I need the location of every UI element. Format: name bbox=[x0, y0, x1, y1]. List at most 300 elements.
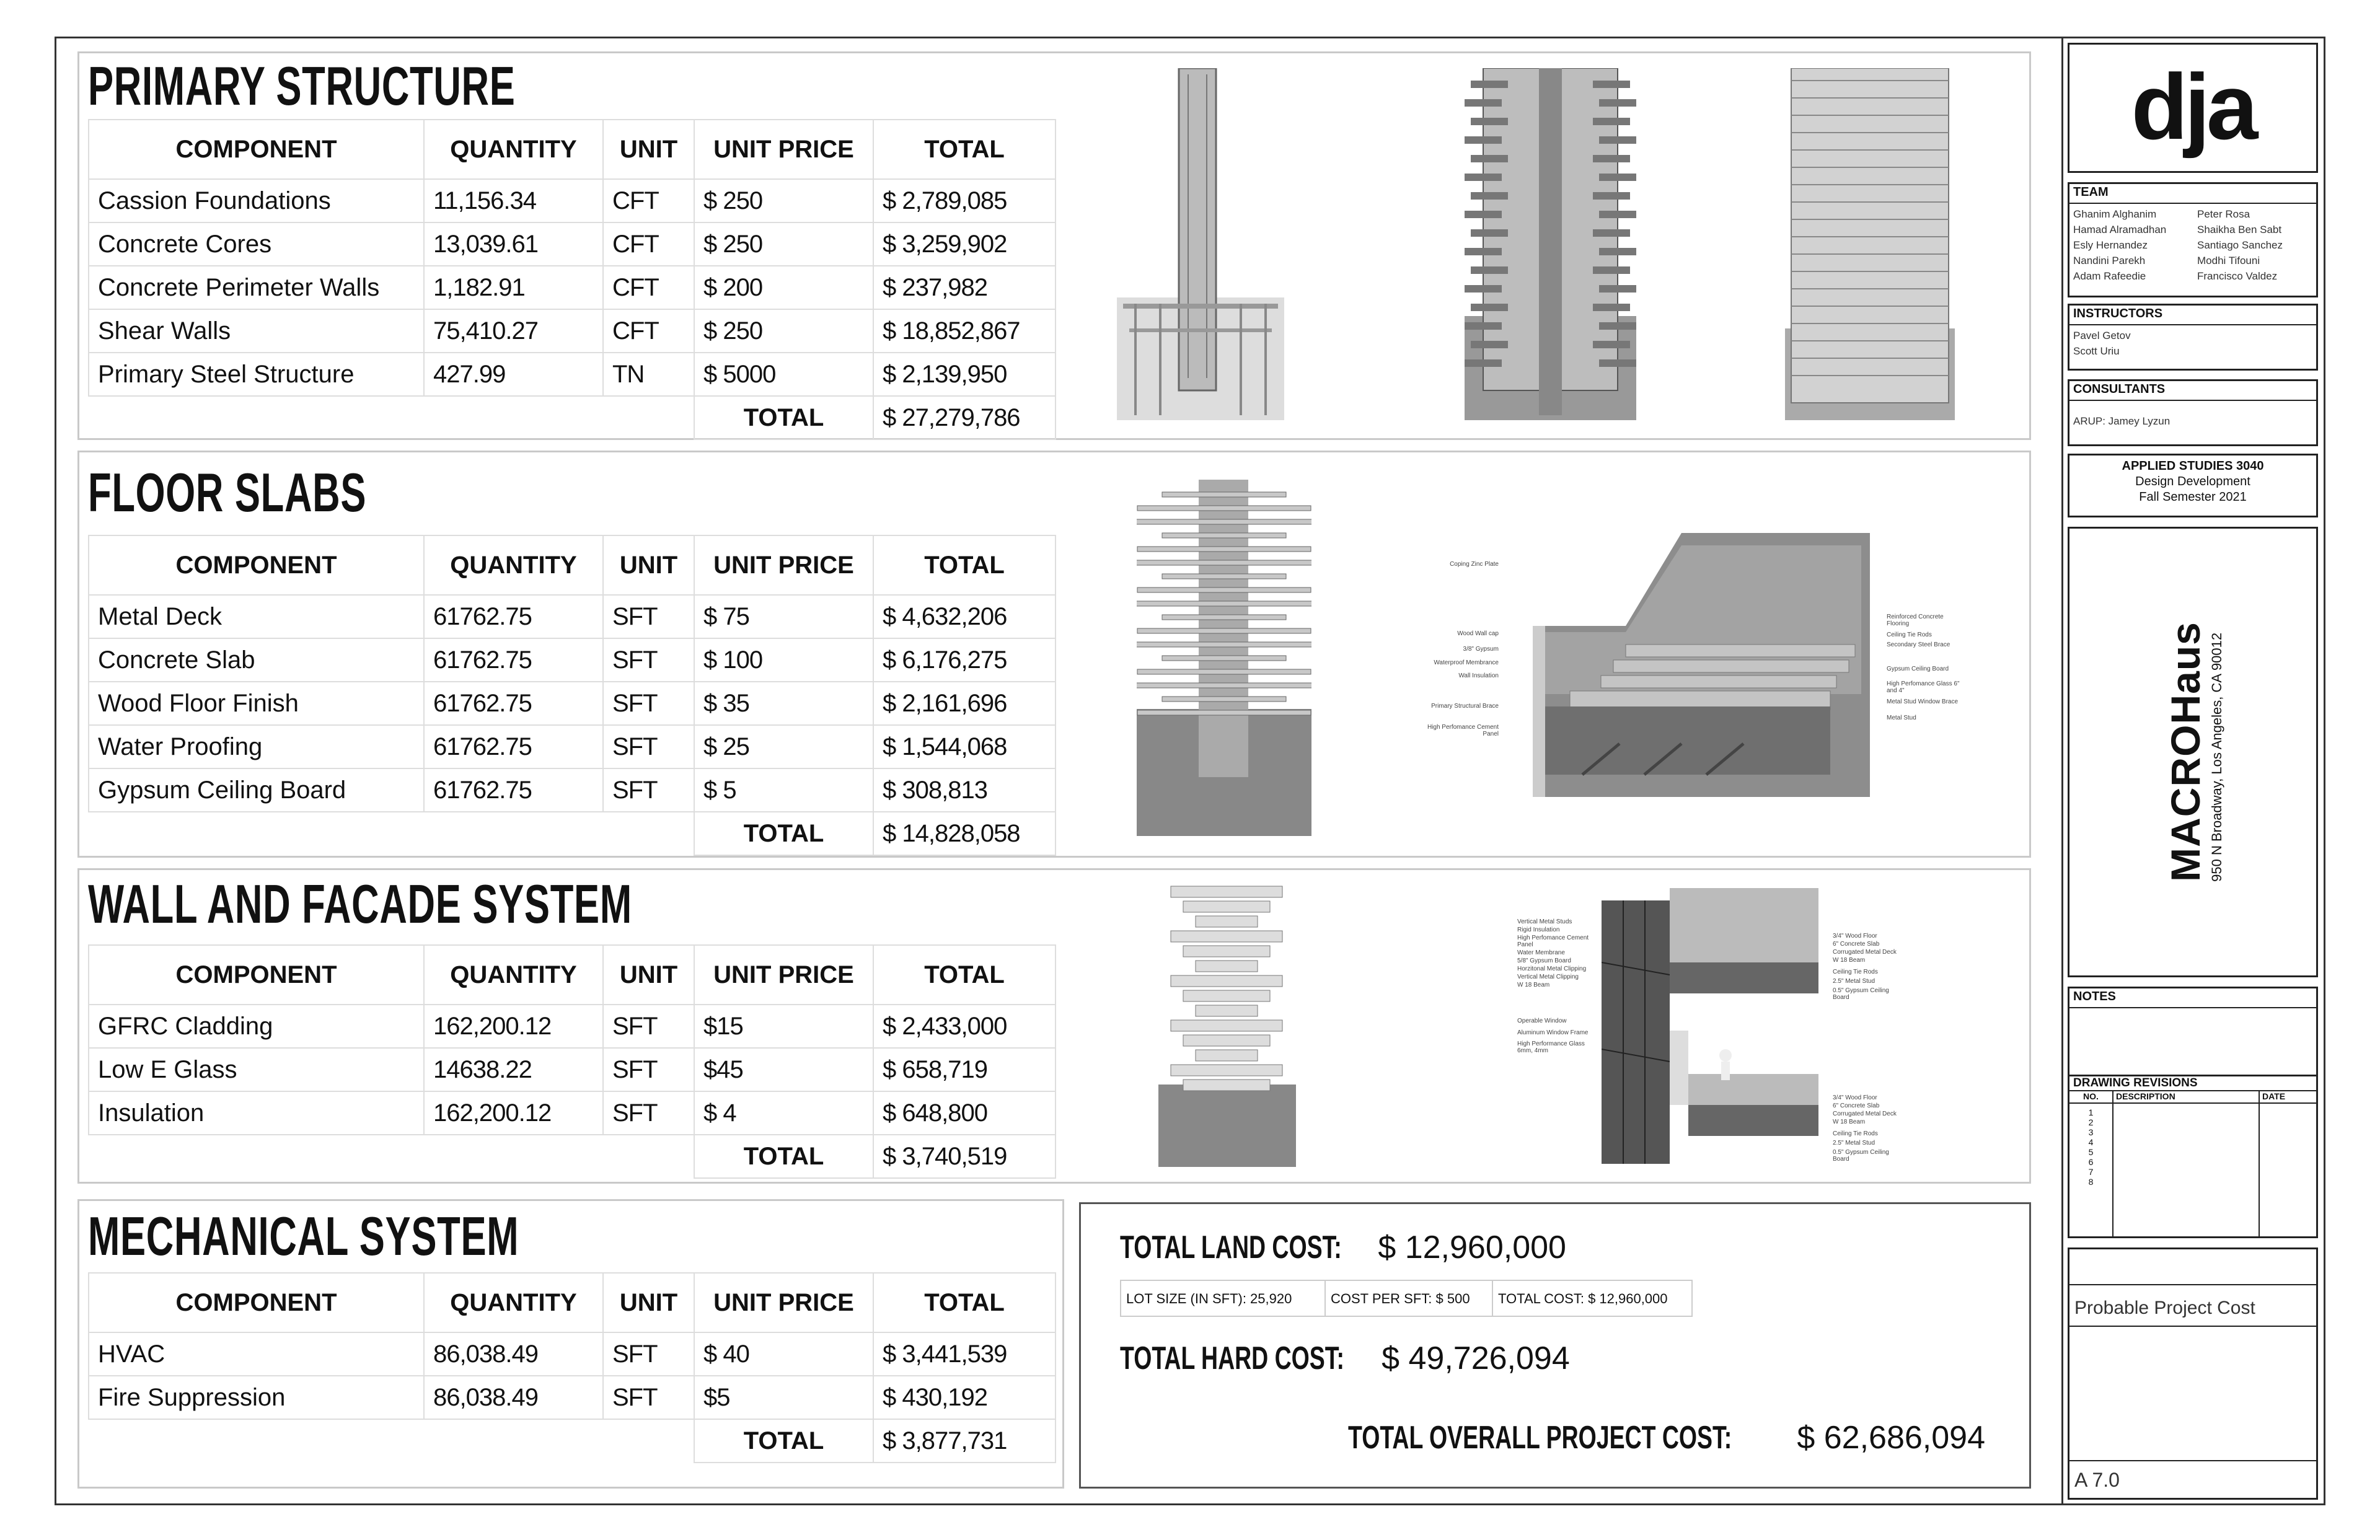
diagram-callout-label: High Perfomance Cement Panel bbox=[1427, 724, 1499, 737]
sheet-title: Probable Project Cost bbox=[2069, 1284, 2316, 1327]
team-heading: TEAM bbox=[2069, 184, 2316, 204]
land-total-cost: TOTAL COST: $ 12,960,000 bbox=[1498, 1291, 1668, 1306]
floor-plate bbox=[1599, 248, 1636, 255]
diagram-callout-label: Horzitonal Metal Clipping bbox=[1517, 966, 1587, 972]
total-label: TOTAL bbox=[694, 1419, 873, 1463]
instructors-heading: INSTRUCTORS bbox=[2069, 306, 2316, 325]
project-address: 950 N Broadway, Los Angeles, CA 90012 bbox=[2209, 632, 2224, 882]
unit-cell: SFT bbox=[603, 1048, 694, 1091]
unit-price-cell: $45 bbox=[694, 1048, 873, 1091]
name-item: Peter Rosa bbox=[2197, 208, 2250, 220]
total-cell: $ 648,800 bbox=[873, 1091, 1056, 1135]
component-cell: Gypsum Ceiling Board bbox=[89, 768, 424, 812]
total-cell: $ 6,176,275 bbox=[873, 638, 1056, 682]
floor-plate bbox=[1137, 560, 1311, 565]
diagram-callout-label: W 18 Beam bbox=[1833, 1119, 1866, 1125]
name-item: 4 bbox=[2088, 1137, 2094, 1147]
steel-tower-drawing bbox=[1465, 68, 1636, 420]
grand-total-value: $ 3,740,519 bbox=[873, 1135, 1056, 1178]
diagram-callout-label: Vertical Metal Studs bbox=[1517, 918, 1572, 925]
total-row bbox=[89, 1419, 1056, 1463]
floor-plate bbox=[1471, 118, 1508, 125]
core-structure-drawing bbox=[1117, 68, 1284, 420]
unit-price-cell: $ 200 bbox=[694, 266, 873, 309]
diagram-callout-label: Metal Stud bbox=[1887, 715, 1916, 721]
table-header-row bbox=[89, 1273, 1056, 1332]
floor-plate bbox=[1465, 211, 1502, 218]
floor-plate bbox=[1465, 136, 1502, 144]
floor-plate bbox=[1137, 587, 1311, 592]
quantity-cell: 61762.75 bbox=[424, 595, 603, 638]
floor-plate bbox=[1593, 155, 1630, 162]
section-title: PRIMARY STRUCTURE bbox=[88, 55, 516, 117]
unit-price-cell: $15 bbox=[694, 1005, 873, 1048]
floor-plate bbox=[1465, 99, 1502, 107]
floor-plate bbox=[1171, 931, 1282, 942]
section-title: WALL AND FACADE SYSTEM bbox=[88, 873, 632, 935]
unit-cell: CFT bbox=[603, 266, 694, 309]
team-box bbox=[2068, 182, 2318, 297]
column-header: COMPONENT bbox=[89, 535, 424, 595]
floor-plate bbox=[1196, 961, 1258, 972]
column-header: QUANTITY bbox=[424, 535, 603, 595]
table-row bbox=[89, 1005, 1056, 1048]
diagram-callout-label: High Performance Glass 6mm, 4mm bbox=[1517, 1041, 1585, 1054]
total-label: TOTAL bbox=[694, 812, 873, 855]
name-item: Adam Rafeedie bbox=[2073, 270, 2146, 282]
tower-frame-drawing bbox=[1785, 68, 1955, 420]
facade-section-drawing bbox=[1602, 888, 1822, 1164]
diagram-callout-label: Metal Stud Window Brace bbox=[1887, 698, 1959, 705]
table-row bbox=[89, 595, 1056, 638]
table-row bbox=[89, 266, 1056, 309]
course-phase: Design Development bbox=[2135, 475, 2250, 488]
overall-cost bbox=[1348, 1419, 1985, 1456]
floor-plate bbox=[1196, 1050, 1258, 1061]
grand-total-value: $ 14,828,058 bbox=[873, 812, 1056, 855]
name-item: Ghanim Alghanim bbox=[2073, 208, 2157, 220]
name-item: Esly Hernandez bbox=[2073, 239, 2148, 251]
floor-plate bbox=[1137, 628, 1311, 633]
floor-plate bbox=[1593, 81, 1630, 88]
notes-box bbox=[2068, 987, 2318, 1076]
course-name: APPLIED STUDIES 3040 bbox=[2122, 459, 2264, 473]
quantity-cell: 13,039.61 bbox=[424, 222, 603, 266]
table-row bbox=[89, 1091, 1056, 1135]
project-name: MACROHaus bbox=[2162, 622, 2208, 882]
total-cell: $ 2,433,000 bbox=[873, 1005, 1056, 1048]
unit-cell: SFT bbox=[603, 1332, 694, 1376]
floor-plate bbox=[1471, 266, 1508, 274]
floor-plate bbox=[1137, 642, 1311, 647]
cost-table bbox=[88, 119, 1056, 440]
total-cell: $ 2,789,085 bbox=[873, 179, 1056, 222]
table-row bbox=[89, 1332, 1056, 1376]
dja-logo: dja bbox=[2131, 55, 2255, 159]
component-cell: Cassion Foundations bbox=[89, 179, 424, 222]
floor-plate bbox=[1162, 615, 1286, 620]
total-cell: $ 4,632,206 bbox=[873, 595, 1056, 638]
floor-plate bbox=[1183, 990, 1270, 1001]
total-cell: $ 308,813 bbox=[873, 768, 1056, 812]
revision-numbers bbox=[2069, 1104, 2112, 1187]
floor-plate bbox=[1593, 341, 1630, 348]
quantity-cell: 61762.75 bbox=[424, 682, 603, 725]
floor-plate bbox=[1599, 285, 1636, 293]
floor-plate bbox=[1593, 118, 1630, 125]
floor-plate bbox=[1196, 916, 1258, 927]
instructors-box bbox=[2068, 304, 2318, 371]
component-cell: Wood Floor Finish bbox=[89, 682, 424, 725]
column-header: QUANTITY bbox=[424, 945, 603, 1005]
column-header: TOTAL bbox=[873, 120, 1056, 179]
diagram-callout-label: 0.5" Gypsum Ceiling Board bbox=[1833, 1149, 1889, 1163]
sheet-number: A 7.0 bbox=[2069, 1460, 2316, 1499]
component-cell: Metal Deck bbox=[89, 595, 424, 638]
table-row bbox=[89, 179, 1056, 222]
diagram-callout-label: Primary Structural Brace bbox=[1431, 703, 1499, 710]
diagram-callout-label: Waterproof Membrance bbox=[1434, 659, 1499, 666]
quantity-cell: 14638.22 bbox=[424, 1048, 603, 1091]
floor-plate bbox=[1162, 492, 1286, 497]
floor-plate bbox=[1183, 1035, 1270, 1046]
consultants-list: ARUP: Jamey Lyzun bbox=[2073, 415, 2171, 427]
component-cell: Fire Suppression bbox=[89, 1376, 424, 1419]
table-row bbox=[89, 309, 1056, 353]
section-title: FLOOR SLABS bbox=[88, 462, 367, 523]
floor-plate bbox=[1465, 322, 1502, 330]
section-title: MECHANICAL SYSTEM bbox=[88, 1205, 519, 1267]
course-semester: Fall Semester 2021 bbox=[2139, 490, 2247, 504]
unit-cell: SFT bbox=[603, 725, 694, 768]
name-item: Pavel Getov bbox=[2073, 330, 2131, 341]
quantity-cell: 86,038.49 bbox=[424, 1376, 603, 1419]
floor-slab-tower-drawing bbox=[1137, 480, 1311, 836]
column-header: QUANTITY bbox=[424, 1273, 603, 1332]
table-row bbox=[89, 682, 1056, 725]
logo-box bbox=[2068, 43, 2318, 173]
total-cell: $ 2,161,696 bbox=[873, 682, 1056, 725]
overall-cost-value: $ 62,686,094 bbox=[1797, 1420, 1985, 1456]
quantity-cell: 61762.75 bbox=[424, 638, 603, 682]
name-item: 1 bbox=[2088, 1107, 2094, 1117]
diagram-callout-label: Rigid Insulation bbox=[1517, 926, 1560, 933]
name-item: Scott Uriu bbox=[2073, 345, 2120, 357]
instructors-list bbox=[2069, 325, 2316, 361]
quantity-cell: 162,200.12 bbox=[424, 1005, 603, 1048]
floor-plate bbox=[1465, 285, 1502, 293]
total-cell: $ 3,441,539 bbox=[873, 1332, 1056, 1376]
table-row bbox=[89, 1376, 1056, 1419]
consultants-box bbox=[2068, 379, 2318, 446]
unit-cell: CFT bbox=[603, 222, 694, 266]
unit-price-cell: $ 250 bbox=[694, 179, 873, 222]
total-row bbox=[89, 396, 1056, 439]
diagram-callout-label: High Perfomance Cement Panel bbox=[1517, 935, 1589, 948]
diagram-callout-label: 3/4" Wood Floor bbox=[1833, 933, 1877, 939]
diagram-callout-label: Ceiling Tie Rods bbox=[1887, 631, 1932, 638]
name-item: 8 bbox=[2088, 1177, 2094, 1187]
unit-price-cell: $5 bbox=[694, 1376, 873, 1419]
sheet-info-box bbox=[2068, 1247, 2318, 1500]
diagram-callout-label: Operable Window bbox=[1517, 1018, 1567, 1024]
column-header: TOTAL bbox=[873, 1273, 1056, 1332]
column-header: COMPONENT bbox=[89, 945, 424, 1005]
column-header: UNIT bbox=[603, 535, 694, 595]
rev-date-header: DATE bbox=[2260, 1091, 2316, 1104]
total-cell: $ 18,852,867 bbox=[873, 309, 1056, 353]
column-header: UNIT bbox=[603, 120, 694, 179]
unit-cell: SFT bbox=[603, 1376, 694, 1419]
diagram-callout-label: 6" Concrete Slab bbox=[1833, 941, 1880, 948]
table-row bbox=[89, 768, 1056, 812]
floor-plate bbox=[1137, 519, 1311, 524]
table-row bbox=[89, 1048, 1056, 1091]
unit-cell: CFT bbox=[603, 179, 694, 222]
total-cell: $ 3,259,902 bbox=[873, 222, 1056, 266]
unit-price-cell: $ 40 bbox=[694, 1332, 873, 1376]
diagram-callout-label: Vertical Metal Clipping bbox=[1517, 974, 1579, 980]
diagram-callout-label: Wood Wall cap bbox=[1457, 630, 1499, 637]
cost-table bbox=[88, 944, 1056, 1179]
unit-price-cell: $ 75 bbox=[694, 595, 873, 638]
team-column-1 bbox=[2069, 204, 2193, 286]
diagram-callout-label: High Perfomance Glass 6" and 4" bbox=[1887, 680, 1960, 694]
grand-total-value: $ 27,279,786 bbox=[873, 396, 1056, 439]
floor-plate bbox=[1471, 341, 1508, 348]
floor-section-drawing bbox=[1533, 521, 1870, 797]
total-cell: $ 430,192 bbox=[873, 1376, 1056, 1419]
total-cell: $ 658,719 bbox=[873, 1048, 1056, 1091]
component-cell: GFRC Cladding bbox=[89, 1005, 424, 1048]
floor-plate bbox=[1599, 174, 1636, 181]
blank-cell bbox=[89, 1135, 694, 1178]
floor-plate bbox=[1593, 266, 1630, 274]
unit-cell: SFT bbox=[603, 682, 694, 725]
cost-table bbox=[88, 535, 1056, 856]
component-cell: Low E Glass bbox=[89, 1048, 424, 1091]
unit-price-cell: $ 250 bbox=[694, 309, 873, 353]
column-header: COMPONENT bbox=[89, 120, 424, 179]
total-label: TOTAL bbox=[694, 1135, 873, 1178]
column-header: TOTAL bbox=[873, 535, 1056, 595]
diagram-callout-label: 2.5" Metal Stud bbox=[1833, 1140, 1875, 1146]
column-header: UNIT PRICE bbox=[694, 120, 873, 179]
revisions-box bbox=[2068, 1075, 2318, 1238]
floor-plate bbox=[1171, 886, 1282, 897]
unit-cell: SFT bbox=[603, 595, 694, 638]
floor-plate bbox=[1162, 697, 1286, 702]
floor-plate bbox=[1599, 136, 1636, 144]
column-header: COMPONENT bbox=[89, 1273, 424, 1332]
name-item: 3 bbox=[2088, 1127, 2094, 1137]
diagram-callout-label: 2.5" Metal Stud bbox=[1833, 978, 1875, 985]
diagram-callout-label: Reinforced Concrete Flooring bbox=[1887, 614, 1944, 627]
floor-plate bbox=[1593, 192, 1630, 200]
table-row bbox=[89, 353, 1056, 396]
diagram-callout-label: 0.5" Gypsum Ceiling Board bbox=[1833, 987, 1889, 1001]
unit-price-cell: $ 100 bbox=[694, 638, 873, 682]
total-label: TOTAL bbox=[694, 396, 873, 439]
course-box bbox=[2068, 454, 2318, 517]
quantity-cell: 61762.75 bbox=[424, 768, 603, 812]
diagram-callout-label: Aluminum Window Frame bbox=[1517, 1029, 1589, 1036]
land-breakdown bbox=[1120, 1280, 1693, 1317]
total-row bbox=[89, 812, 1056, 855]
unit-cell: SFT bbox=[603, 1091, 694, 1135]
floor-plate bbox=[1196, 1005, 1258, 1016]
unit-price-cell: $ 5 bbox=[694, 768, 873, 812]
name-item: Modhi Tifouni bbox=[2197, 255, 2260, 266]
component-cell: Concrete Slab bbox=[89, 638, 424, 682]
quantity-cell: 162,200.12 bbox=[424, 1091, 603, 1135]
quantity-cell: 75,410.27 bbox=[424, 309, 603, 353]
diagram-callout-label: 3/4" Wood Floor bbox=[1833, 1094, 1877, 1101]
floor-plate bbox=[1465, 174, 1502, 181]
hard-cost bbox=[1120, 1340, 1570, 1377]
primary-structure-panel bbox=[77, 51, 2031, 440]
overall-cost-label: TOTAL OVERALL PROJECT COST: bbox=[1347, 1420, 1732, 1456]
floor-plate bbox=[1171, 1065, 1282, 1076]
unit-cell: SFT bbox=[603, 1005, 694, 1048]
column-header: UNIT bbox=[603, 1273, 694, 1332]
quantity-cell: 427.99 bbox=[424, 353, 603, 396]
floor-plate bbox=[1599, 359, 1636, 367]
name-item: Shaikha Ben Sabt bbox=[2197, 224, 2282, 235]
revisions-heading: DRAWING REVISIONS bbox=[2069, 1076, 2316, 1091]
blank-cell bbox=[89, 396, 694, 439]
floor-plate bbox=[1599, 99, 1636, 107]
component-cell: Water Proofing bbox=[89, 725, 424, 768]
name-item: 6 bbox=[2088, 1157, 2094, 1167]
floor-plate bbox=[1162, 656, 1286, 661]
floor-plate bbox=[1465, 359, 1502, 367]
table-row bbox=[89, 222, 1056, 266]
column-header: UNIT bbox=[603, 945, 694, 1005]
floor-plate bbox=[1471, 155, 1508, 162]
unit-price-cell: $ 25 bbox=[694, 725, 873, 768]
floor-plate bbox=[1137, 601, 1311, 606]
quantity-cell: 61762.75 bbox=[424, 725, 603, 768]
mechanical-system-panel bbox=[77, 1199, 1064, 1489]
hard-cost-label: TOTAL HARD COST: bbox=[1120, 1340, 1344, 1376]
name-item: 5 bbox=[2088, 1147, 2094, 1157]
total-cell: $ 2,139,950 bbox=[873, 353, 1056, 396]
floor-plate bbox=[1593, 304, 1630, 311]
unit-price-cell: $ 35 bbox=[694, 682, 873, 725]
cost-per-sft: COST PER SFT: $ 500 bbox=[1326, 1281, 1493, 1316]
total-cell: $ 1,544,068 bbox=[873, 725, 1056, 768]
land-cost bbox=[1120, 1229, 1566, 1266]
component-cell: HVAC bbox=[89, 1332, 424, 1376]
floor-plate bbox=[1471, 81, 1508, 88]
diagram-callout-label: Secondary Steel Brace bbox=[1887, 641, 1950, 648]
land-cost-label: TOTAL LAND COST: bbox=[1120, 1230, 1342, 1265]
diagram-callout-label: W 18 Beam bbox=[1517, 982, 1550, 988]
diagram-callout-label: W 18 Beam bbox=[1833, 957, 1866, 964]
quantity-cell: 86,038.49 bbox=[424, 1332, 603, 1376]
team-column-2 bbox=[2193, 204, 2286, 286]
unit-cell: TN bbox=[603, 353, 694, 396]
diagram-callout-label: Wall Insulation bbox=[1458, 672, 1499, 679]
component-cell: Concrete Perimeter Walls bbox=[89, 266, 424, 309]
unit-cell: SFT bbox=[603, 638, 694, 682]
lot-size: LOT SIZE (IN SFT): 25,920 bbox=[1121, 1281, 1326, 1316]
floor-plate bbox=[1162, 533, 1286, 538]
floor-plate bbox=[1471, 304, 1508, 311]
cost-table bbox=[88, 1272, 1056, 1463]
grand-total-value: $ 3,877,731 bbox=[873, 1419, 1056, 1463]
floor-plate bbox=[1471, 229, 1508, 237]
unit-cell: SFT bbox=[603, 768, 694, 812]
floor-plate bbox=[1183, 901, 1270, 912]
floor-plate bbox=[1183, 1080, 1270, 1091]
table-row bbox=[89, 638, 1056, 682]
diagram-callout-label: 6" Concrete Slab bbox=[1833, 1102, 1880, 1109]
title-block bbox=[2061, 37, 2063, 1505]
component-cell: Shear Walls bbox=[89, 309, 424, 353]
table-header-row bbox=[89, 945, 1056, 1005]
floor-plate bbox=[1162, 574, 1286, 579]
project-box bbox=[2068, 527, 2318, 977]
diagram-callout-label: Water Membrane bbox=[1517, 949, 1565, 956]
unit-price-cell: $ 5000 bbox=[694, 353, 873, 396]
floor-plate bbox=[1593, 229, 1630, 237]
floor-plate bbox=[1137, 506, 1311, 511]
table-header-row bbox=[89, 120, 1056, 179]
name-item: Santiago Sanchez bbox=[2197, 239, 2283, 251]
floor-plate bbox=[1137, 547, 1311, 552]
quantity-cell: 11,156.34 bbox=[424, 179, 603, 222]
component-cell: Primary Steel Structure bbox=[89, 353, 424, 396]
name-item: Francisco Valdez bbox=[2197, 270, 2278, 282]
column-header: UNIT PRICE bbox=[694, 945, 873, 1005]
diagram-callout-label: Corrugated Metal Deck bbox=[1833, 949, 1897, 956]
diagram-callout-label: 5/8" Gypsum Board bbox=[1517, 957, 1571, 964]
rev-description-header: DESCRIPTION bbox=[2113, 1091, 2259, 1104]
diagram-callout-label: Corrugated Metal Deck bbox=[1833, 1111, 1897, 1117]
notes-heading: NOTES bbox=[2069, 988, 2316, 1008]
component-cell: Insulation bbox=[89, 1091, 424, 1135]
total-cell: $ 237,982 bbox=[873, 266, 1056, 309]
diagram-callout-label: Coping Zinc Plate bbox=[1450, 561, 1499, 568]
table-row bbox=[89, 725, 1056, 768]
unit-cell: CFT bbox=[603, 309, 694, 353]
diagram-callout-label: Ceiling Tie Rods bbox=[1833, 969, 1878, 975]
table-header-row bbox=[89, 535, 1056, 595]
floor-plate bbox=[1471, 192, 1508, 200]
diagram-callout-label: Ceiling Tie Rods bbox=[1833, 1130, 1878, 1137]
rev-no-header: NO. bbox=[2069, 1091, 2112, 1104]
column-header: UNIT PRICE bbox=[694, 1273, 873, 1332]
floor-plate bbox=[1599, 322, 1636, 330]
land-cost-value: $ 12,960,000 bbox=[1378, 1230, 1566, 1265]
name-item: Nandini Parekh bbox=[2073, 255, 2146, 266]
column-header: UNIT PRICE bbox=[694, 535, 873, 595]
column-header: TOTAL bbox=[873, 945, 1056, 1005]
floor-plate bbox=[1599, 211, 1636, 218]
floor-plate bbox=[1171, 975, 1282, 987]
facade-tower-drawing bbox=[1158, 880, 1296, 1167]
column-header: QUANTITY bbox=[424, 120, 603, 179]
floor-plate bbox=[1137, 683, 1311, 688]
floor-plate bbox=[1465, 248, 1502, 255]
diagram-callout-label: 3/8" Gypsum bbox=[1463, 646, 1499, 653]
blank-cell bbox=[89, 812, 694, 855]
name-item: 2 bbox=[2088, 1117, 2094, 1127]
floor-plate bbox=[1183, 946, 1270, 957]
name-item: Hamad Alramadhan bbox=[2073, 224, 2167, 235]
